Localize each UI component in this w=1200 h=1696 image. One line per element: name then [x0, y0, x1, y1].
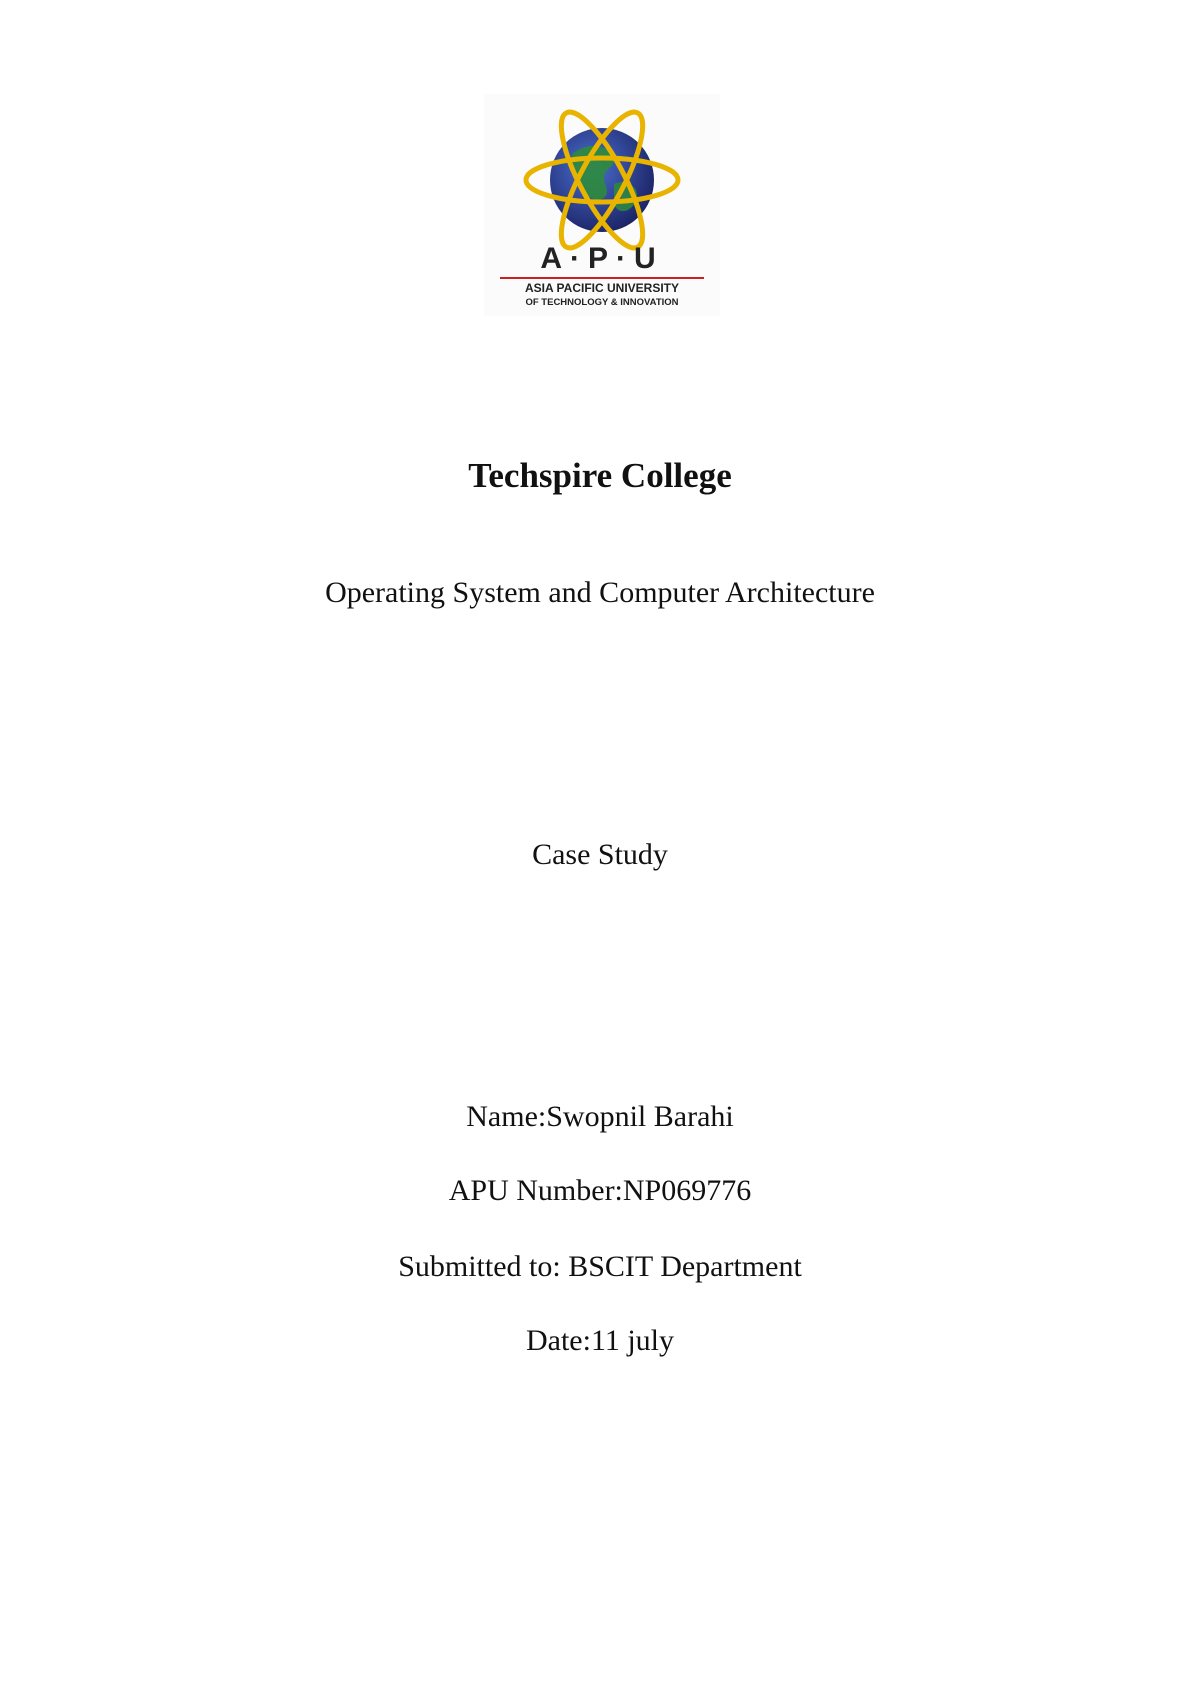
svg-text:A·P·U: A·P·U: [540, 242, 664, 275]
submitted-to: Submitted to: BSCIT Department: [398, 1250, 802, 1283]
svg-text:ASIA PACIFIC UNIVERSITY: ASIA PACIFIC UNIVERSITY: [524, 281, 680, 295]
module-title: Operating System and Computer Architecture: [325, 576, 875, 609]
apu-logo: [484, 94, 720, 316]
student-name: Name:Swopnil Barahi: [466, 1100, 734, 1133]
document-type: Case Study: [532, 838, 668, 871]
apu-number: APU Number:NP069776: [448, 1174, 752, 1207]
svg-text:OF TECHNOLOGY & INNOVATION: OF TECHNOLOGY & INNOVATION: [525, 297, 679, 308]
submission-date: Date:11 july: [525, 1324, 675, 1357]
college-title: Techspire College: [468, 456, 732, 495]
